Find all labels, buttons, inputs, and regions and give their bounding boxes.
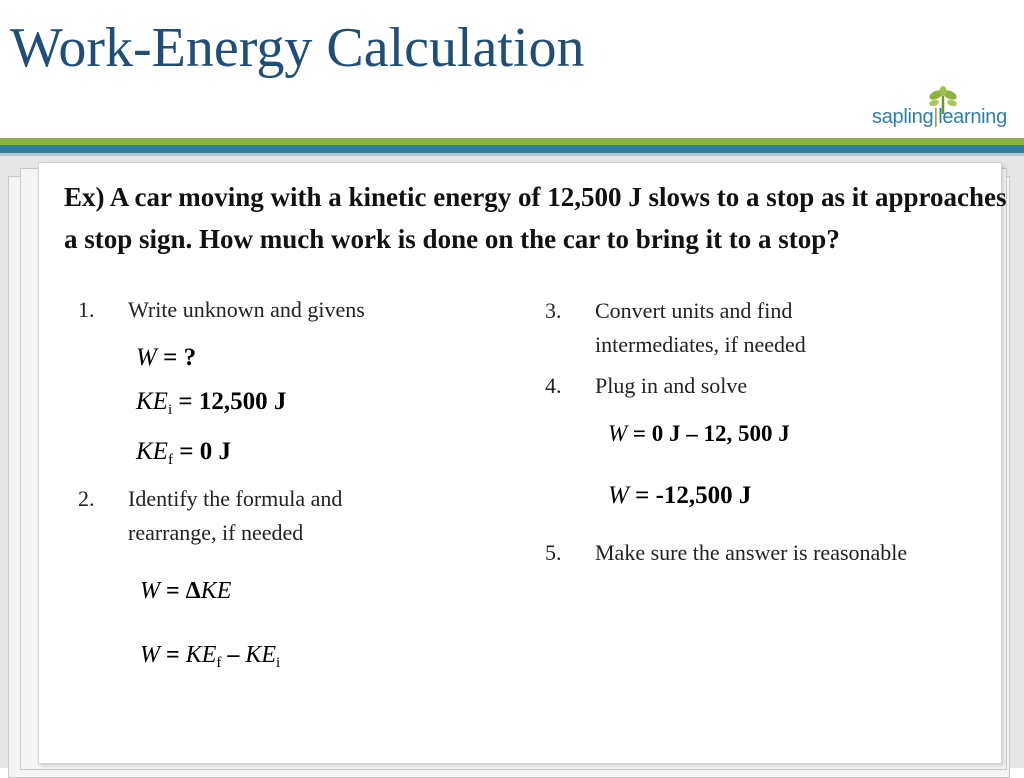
header-band-green xyxy=(0,138,1024,145)
question-text: Ex) A car moving with a kinetic energy of 12,500 J slows to a stop as it approaches a stop sign. How much work is done on the car to bring it to a stop? xyxy=(64,182,1007,254)
formula-work-ke-difference xyxy=(140,642,280,672)
step-5-text: Make sure the answer is reasonable xyxy=(595,540,908,565)
step-1 xyxy=(78,293,478,333)
answer-rhs: = -12,500 J xyxy=(635,482,752,509)
var-w: W xyxy=(140,642,160,668)
subscript-f: f xyxy=(167,452,173,468)
var-ke: KE xyxy=(185,642,217,668)
var-w: W xyxy=(608,482,629,509)
subscript-i: i xyxy=(276,655,281,671)
minus-sign: – xyxy=(227,642,240,668)
unknown-rhs: = ? xyxy=(163,344,197,371)
header-band-blue xyxy=(0,145,1024,153)
step-1-number: 1. xyxy=(78,297,95,322)
step-3-text: Convert units and find intermediates, if needed xyxy=(595,298,806,357)
ke-final-rhs: = 0 J xyxy=(179,438,231,465)
formula1-equals-delta: = Δ xyxy=(166,578,201,604)
var-w: W xyxy=(136,344,157,371)
step-5 xyxy=(545,536,995,572)
equation-answer xyxy=(608,482,751,510)
sapling-learning-logo xyxy=(872,88,1022,134)
var-w: W xyxy=(140,578,160,604)
var-w: W xyxy=(608,421,628,446)
formula-work-delta-ke xyxy=(140,578,231,605)
equation-ke-final xyxy=(136,438,231,469)
var-ke: KE xyxy=(136,438,168,465)
equation-ke-initial xyxy=(136,388,286,419)
equation-plug-in xyxy=(608,421,790,447)
formula2-equals: = xyxy=(166,642,180,668)
step-2-text: Identify the formula and rearrange, if needed xyxy=(128,486,343,545)
step-2 xyxy=(78,482,478,552)
step-3 xyxy=(545,294,965,364)
var-ke: KE xyxy=(245,642,277,668)
plug-in-rhs: = 0 J – 12, 500 J xyxy=(632,421,790,446)
step-1-text: Write unknown and givens xyxy=(128,297,365,322)
logo-word-sapling: sapling xyxy=(872,106,934,128)
var-ke: KE xyxy=(136,388,168,415)
subscript-i: i xyxy=(167,402,173,418)
step-2-number: 2. xyxy=(78,486,95,511)
logo-word-learning: learning xyxy=(938,106,1007,128)
subscript-f: f xyxy=(216,655,222,671)
slide-title: Work-Energy Calculation xyxy=(10,17,585,79)
var-ke: KE xyxy=(200,578,232,604)
logo-separator: | xyxy=(933,106,939,128)
step-4-number: 4. xyxy=(545,373,562,398)
logo-wordmark xyxy=(872,106,1007,129)
step-5-number: 5. xyxy=(545,540,562,565)
step-3-number: 3. xyxy=(545,298,562,323)
ke-initial-rhs: = 12,500 J xyxy=(178,388,287,415)
step-4-text: Plug in and solve xyxy=(595,373,748,398)
equation-unknown xyxy=(136,344,196,372)
step-4 xyxy=(545,369,965,405)
